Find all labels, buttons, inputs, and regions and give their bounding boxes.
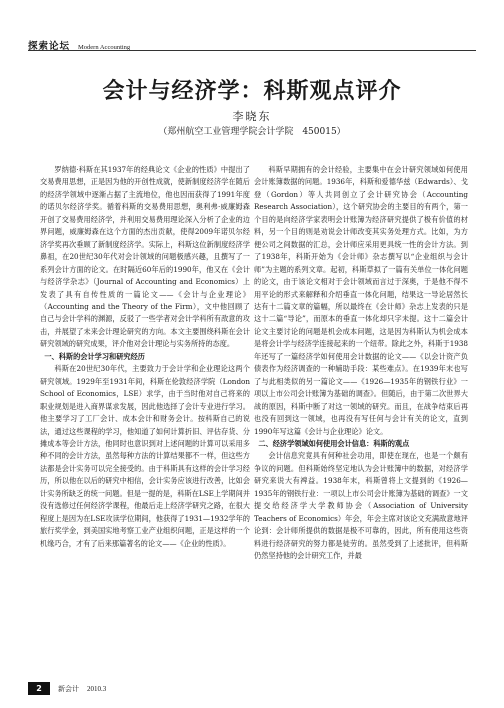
right-column <box>254 164 468 563</box>
article-title: 会计与经济学：科斯观点评介 <box>102 79 402 104</box>
article-author: 李晓东 <box>232 110 272 123</box>
page-footer <box>28 682 106 695</box>
footer-journal: 新会计 <box>58 684 79 693</box>
page-number: 2 <box>28 682 50 695</box>
section-heading: 二、经济学领域如何使用会计信息：科斯的观点 <box>258 438 410 448</box>
section-heading: 一、科斯的会计学习和研究经历 <box>44 351 145 361</box>
paragraph: 罗纳德·科斯在其1937年的经典论文《企业的性质》中提出了交易费用思想，正是因为他的开创性成就，使新制度经济学在随后的经济学领域中逐渐占据了主流地位，他也因而获得了1991年度的诺贝尔经济学奖。循着科斯的交易费用思想，奥利弗·威廉姆森开创了交易费用经济学，并利用交易费用理论深入分析了企业的边界问题，威廉姆森在这个方面的杰出贡献，使得2009年诺贝尔经济学奖再次垂顾了新制度经济学。实际上，科斯这位新制度经济学鼻祖，在20世纪30年代对会计领域的问题极感兴趣，且撰写了一系列会计方面的论文。在时隔近60年后的1990年，他又在《会计与经济学杂志》（Journal of Accounting and Economics）上发表了具有自传性质的一篇论文——《会计与企业理论》（Accounting and the Theory of the Firm），文中他回顾了自己与会计学科的渊源，反驳了一些学者对会计学科所有敌意的攻击，并展望了未来会计理论研究的方向。本文主要围绕科斯在会计研究领域的研究成果，评介他对会计理论与实务所持的态度。 <box>40 165 250 349</box>
paragraph: 科斯在20世纪30年代，主要致力于会计学和企业理论这两个研究领域。1929年至1931年间，科斯在伦敦经济学院（London School of Economics，LSE）求学，由于当时他对自己将来的职业规划是进入商界谋求发展，因此他选择了会计专业进行学习。他主要学习了工厂会计、成本会计和财务会计。按科斯自己的说法，通过这些课程的学习，他知道了如何计算折旧、评估存货、分摊成本等会计方法，他同时也意识到对上述问题的计算可以采用多种不同的会计方法，虽然每种方法的计算结果都不一样，但这些方法都是会计实务可以完全接受的。由于科斯具有这样的会计学习经历，所以他在以后的研究中相信，会计实务应该进行改善，比如会计实务所缺乏的统一问题。但是一提的是，科斯在LSE上学期间并没有选修过任何经济学课程，他最后走上经济学研究之路，在很大程度上是因为在LSE攻读学位期间，他获得了1931—1932学年的旅行奖学金，到美国实地考察工业产业组织问题，正是这样的一个机缘巧合，才有了后来那篇著名的论文——《企业的性质》。 <box>40 364 250 548</box>
article-affiliation: （郑州航空工业管理学院会计学院 450015） <box>158 127 346 137</box>
footer-issue: 2010.3 <box>87 684 107 693</box>
journal-name-en: Modern Accounting <box>78 44 131 51</box>
journal-name-cn: 探索论坛 <box>28 41 71 52</box>
paragraph: 会计信息究竟具有何种社会功用，即使在现在，也是一个颇有争议的问题。但科斯始终坚定地认为会计账簿中的数据，对经济学研究来说大有裨益。1938年末，科斯曾将上文提到的《1926—1935年的钢铁行业：一项以上市公司会计账簿为基础的调查》一文提交给经济学大学教师协会（Association of University Teachers of Economics）年会，年会主席对该论文充满敌意地评论到：会计师所提供的数据是极不可靠的，因此，所有使用这些资料进行经济研究的努力都是徒劳的。虽然受到了上述批评，但科斯仍然坚持他的会计研究工作，并最 <box>254 451 468 561</box>
paragraph: 科斯早期拥有的会计经验，主要集中在会计研究领域如何使用会计账簿数据的问题。1936年，科斯和爱德华兹（Edwards）、戈登（Gordon）等人共同创立了会计研究协会（Accounting Research Association），这个研究协会的主要目的有两个，第一个目的是向经济学家表明会计账簿为经济研究提供了极有价值的材料，另一个目的则是劝说会计师改变其实务处理方式。比如，为方便公司之间数据的汇总，会计师应采用更具统一性的会计方法。到了1938年，科斯开始为《会计师》杂志撰写以“企业组织与会计师”为主题的系列文章。起初，科斯草拟了一篇有关单位一体化问题的论文，由于该论文相对于会计领域而言过于深奥，于是他不得不用平论的形式来解释和介绍垂直一体化问题，结果这一导论居然长达有十二篇文章的篇幅，所以最终在《会计师》杂志上发表的只是这十二篇“导论”，而原本的垂直一体化却只字未提。这十二篇会计论文主要讨论的问题是机会成本问题，这是因为科斯认为机会成本是将会计学与经济学连接起来的一个纽带。除此之外，科斯于1938年还写了一篇经济学如何使用会计数据的论文——《以会计资产负债表作为经济调查的一种辅助手段：某些难点》。在1939年末也写了与此相类似的另一篇论文——《1926—1935年的钢铁行业》一项以上市公司会计账簿为基础的调查》。但随后，由于第二次世界大战的原因，科斯中断了对这一领域的研究。而且，在战争结束后再也没有回到这一领域，也再没有写任何与会计有关的论文，直到1990年写这篇《会计与企业理论》论文。 <box>254 165 468 436</box>
header-rule <box>28 50 476 51</box>
left-column <box>40 164 250 550</box>
